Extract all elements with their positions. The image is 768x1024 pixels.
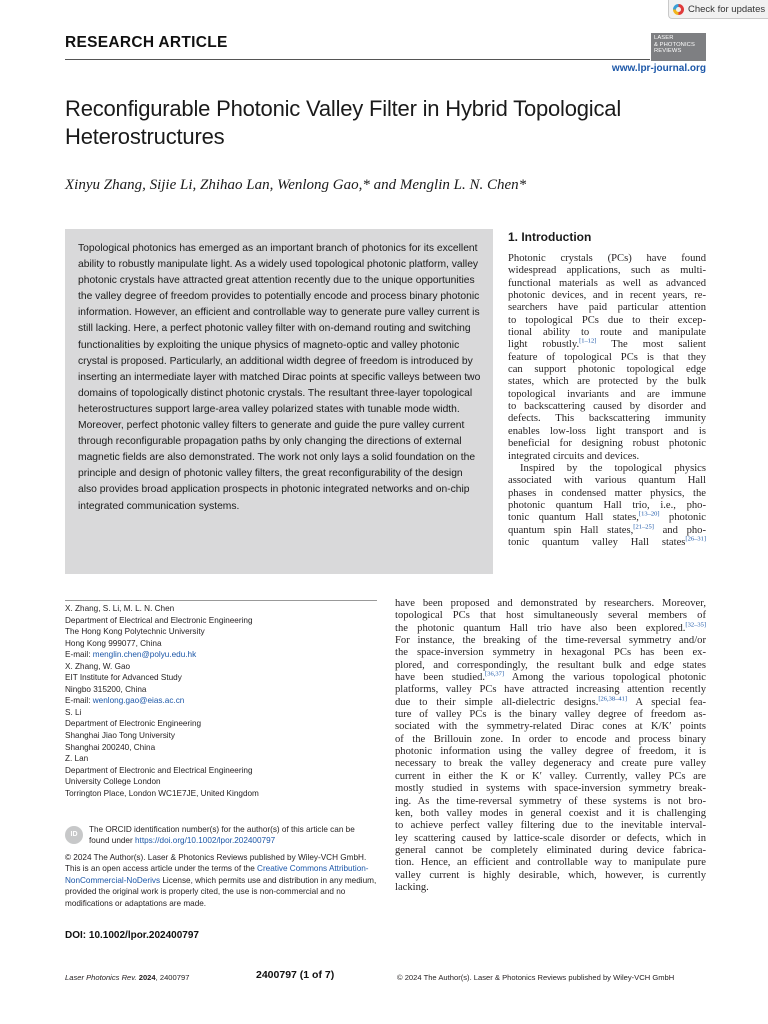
affiliation-line: Torrington Place, London WC1E7JE, United Kingdom [65, 788, 259, 798]
text-segment: to topological PCs due to their excep- [508, 314, 706, 326]
text-line [508, 265, 706, 277]
text-segment: feature of topological PCs is that they [508, 351, 706, 363]
text-segment: the space-inversion symmetry in hexagonal PCs has been ex- [395, 647, 706, 659]
abstract-text: Topological photonics has emerged as an important branch of photonics for its excellent ability to robustly manipulate light. As a widely used topological photonic platform, valley photonic crystals have attracted great attention recently due to the unique opportunities the valley degree of freedom provides to potentially encode and process binary photonic information. However, an efficient and controllable way to generate pure valley current is still lacking. Here, a perfect photonic valley filter with on-demand routing and switching functionalities by exploiting the unique physics of magneto-optic and valley photonic crystal is proposed. Particularly, an additional width degree of freedom is introduced by inserting an intermediate layer with matched Dirac points at specific valleys between two domains of topologically distinct photonic crystals. The resultant three-layer topological heterostructures support large-area valley polarized states with tunable mode width. Moreover, perfect photonic valley filters to generate and guide the pure valley current through reconfigurable propagation paths by only changing the directions of external magnetic fields are also demonstrated. The work not only lays a solid foundation on the principle and design of photonic valley filters, the great reconfigurability of the design also provides broad application prospects in photonic integrated networks and on-chip integrated communication systems. [78, 243, 481, 512]
text-line [508, 339, 706, 351]
affiliation-line: Department of Electrical and Electronic Engineering [65, 615, 253, 625]
email-link[interactable]: wenlong.gao@eias.ac.cn [92, 696, 185, 706]
text-segment: photonic [659, 512, 706, 524]
email-label: E-mail: [65, 696, 93, 706]
text-segment: current in either the K or K′ valley. Currently, valley PCs are [395, 770, 706, 782]
text-line [395, 833, 706, 845]
text-segment: and pho- [653, 524, 706, 536]
text-segment: topological invariants and are immune [508, 388, 706, 400]
introduction-column-text [508, 253, 706, 549]
check-for-updates-button[interactable] [668, 0, 768, 19]
text-line [508, 537, 706, 549]
text-line [508, 512, 706, 524]
crossmark-icon [673, 4, 684, 15]
footer-copyright: © 2024 The Author(s). Laser & Photonics Reviews published by Wiley-VCH GmbH [397, 973, 675, 982]
copyright-post: License, which permits use and distribution in any medium, provided the original work is properly cited, the use is non-commercial and no modifications or adaptations are made. [65, 875, 377, 908]
footer-page-number: 2400797 (1 of 7) [256, 969, 335, 981]
copyright-license [65, 852, 377, 909]
text-line [508, 413, 706, 425]
text-segment: have been studied. [395, 672, 486, 684]
text-line [508, 438, 706, 450]
affiliation-line: Z. Lan [65, 754, 89, 764]
affiliation-line: Hong Kong 999077, China [65, 638, 162, 648]
email-label: E-mail: [65, 650, 93, 660]
section-heading-introduction: 1. Introduction [508, 230, 592, 244]
text-segment: tonic quantum Hall states, [508, 512, 639, 524]
text-segment: general cannot be completely eliminated during device fabrica- [395, 844, 706, 856]
text-segment: Photonic crystals (PCs) have found [508, 253, 706, 264]
affiliation-email-line [65, 695, 377, 707]
text-segment: The most salient [596, 339, 706, 351]
affiliation-line: S. Li [65, 707, 82, 717]
text-line [395, 771, 706, 783]
text-line [508, 389, 706, 401]
text-line [508, 426, 706, 438]
text-segment: For instance, the breaking of the time-reversal symmetry and/or [395, 635, 706, 647]
text-line [508, 302, 706, 314]
text-line [395, 623, 706, 635]
affiliation-group [65, 603, 377, 661]
affiliation-line: EIT Institute for Advanced Study [65, 673, 182, 683]
text-segment: the photonic quantum Hall trio have also been explored. [395, 622, 686, 634]
text-segment: integrated circuits and devices. [508, 450, 640, 462]
text-segment: tonic quantum valley Hall states [508, 536, 686, 548]
text-line [395, 870, 706, 882]
affiliation-line: The Hong Kong Polytechnic University [65, 627, 205, 637]
text-line [508, 278, 706, 290]
affiliations [65, 603, 377, 799]
footer-journal-year: 2024 [138, 973, 156, 982]
text-segment: to achieve perfect valley filtering due to the inevitable interval- [395, 820, 706, 832]
text-segment: can support photonic topological edge [508, 364, 706, 376]
text-segment: topological PCs that host simultaneously several members of [395, 610, 706, 622]
text-line [395, 684, 706, 696]
text-line [395, 783, 706, 795]
text-line [395, 882, 706, 894]
text-segment: beneficial for designing robust photonic [508, 438, 706, 450]
affiliation-divider [65, 600, 377, 601]
text-segment: mostly studied in systems with space-inversion symmetry break- [395, 783, 706, 795]
text-line [395, 734, 706, 746]
text-line [395, 746, 706, 758]
footer-journal-name: Laser Photonics Rev. [65, 973, 139, 982]
text-segment: valley current is highly desirable, which, however, is currently [395, 869, 706, 881]
text-segment: widespread applications, such as multi- [508, 265, 706, 277]
citation-reference[interactable]: [26–31] [685, 535, 706, 543]
citation-reference[interactable]: [21–25] [633, 523, 654, 531]
check-for-updates-label: Check for updates [688, 3, 766, 15]
text-line [395, 820, 706, 832]
text-line [508, 315, 706, 327]
text-line [395, 672, 706, 684]
email-link[interactable]: menglin.chen@polyu.edu.hk [92, 650, 197, 660]
journal-logo [651, 33, 706, 61]
citation-reference[interactable]: [26,38–41] [598, 695, 628, 703]
text-segment: photonic devices, and in recent years, re- [508, 290, 706, 302]
text-line [508, 401, 706, 413]
text-line [508, 451, 706, 463]
text-line [508, 376, 706, 388]
citation-reference[interactable]: [36,37] [485, 670, 504, 678]
footer-journal-reference [65, 973, 189, 982]
text-segment: ley scattering caused by lattice-scale disorder or defects, which in [395, 832, 706, 844]
text-line [508, 352, 706, 364]
affiliation-group [65, 707, 377, 753]
affiliation-email-line [65, 649, 377, 661]
text-segment: enables low-loss light transport and is [508, 425, 706, 437]
text-line [395, 758, 706, 770]
text-line [395, 598, 706, 610]
text-segment: A special fea- [627, 696, 706, 708]
logo-line: LASER [654, 35, 674, 41]
text-segment: ing. As the time-reversal symmetry of these systems is not bro- [395, 795, 706, 807]
text-line [395, 796, 706, 808]
text-segment: Inspired by the topological physics [520, 462, 706, 474]
text-line [508, 253, 706, 265]
citation-reference[interactable]: [13–20] [638, 510, 660, 518]
introduction-wide-text [395, 598, 706, 894]
text-segment: lacking. [395, 881, 429, 893]
text-segment: tional ability to route and manipulate [508, 327, 706, 339]
text-segment: phases in condensed matter physics, the [508, 487, 706, 499]
logo-line: REVIEWS [654, 48, 682, 55]
text-segment: ture of valley PCs is the binary valley degree of freedom as- [395, 709, 706, 721]
affiliation-line: University College London [65, 777, 161, 787]
text-line [508, 290, 706, 302]
text-segment: necessary to break the valley degeneracy and create pure valley [395, 758, 706, 770]
article-type: RESEARCH ARTICLE [65, 34, 228, 51]
text-line [508, 475, 706, 487]
text-segment: to backscattering caused by disorder and [508, 401, 706, 413]
text-segment: photonic quantum Hall trio, i.e., pho- [508, 499, 706, 511]
citation-reference[interactable]: [1–12] [579, 337, 597, 345]
text-line [395, 845, 706, 857]
affiliation-line: X. Zhang, S. Li, M. L. N. Chen [65, 604, 175, 613]
author-list: Xinyu Zhang, Sijie Li, Zhihao Lan, Wenlong Gao,* and Menglin L. N. Chen* [65, 177, 527, 193]
copyright-pre: © 2024 The Author(s). Laser & Photonics Reviews published by Wiley-VCH GmbH. This is an open access article under the terms of the [65, 853, 367, 874]
text-segment: ken, both valley modes in general coexist and it is challenging [395, 807, 706, 819]
text-line [508, 364, 706, 376]
orcid-doi-link[interactable]: https://doi.org/10.1002/lpor.202400797 [134, 836, 276, 846]
text-line [395, 709, 706, 721]
text-line [508, 500, 706, 512]
affiliation-group [65, 661, 377, 707]
affiliation-line: Department of Electronic Engineering [65, 719, 202, 729]
orcid-text-body: The ORCID identification number(s) for the author(s) of this article can be found under [89, 825, 355, 846]
journal-url-link[interactable]: www.lpr-journal.org [611, 63, 706, 74]
text-line [395, 610, 706, 622]
text-segment: functional materials as well as advanced [508, 277, 706, 289]
affiliation-line: X. Zhang, W. Gao [65, 661, 131, 671]
text-segment: quantum spin Hall states, [508, 524, 634, 536]
header-divider [65, 59, 650, 60]
text-segment: of the Brillouin zone. In order to encode and process binary [395, 733, 706, 745]
text-line [508, 525, 706, 537]
text-line [508, 488, 706, 500]
text-segment: platforms, valley PCs have attracted increasing attention recently [395, 684, 706, 696]
affiliation-group [65, 753, 377, 799]
affiliation-line: Shanghai 200240, China [65, 742, 156, 752]
text-line [395, 808, 706, 820]
text-segment: defects. This backscattering immunity [508, 413, 706, 425]
orcid-text [89, 824, 377, 847]
text-segment: have been proposed and demonstrated by researchers. Moreover, [395, 598, 706, 609]
text-segment: tion. Hence, an efficient and controllable way to manipulate pure [395, 857, 706, 869]
text-line [395, 635, 706, 647]
paper-title: Reconfigurable Photonic Valley Filter in Hybrid Topological Heterostructures [65, 96, 622, 149]
abstract-box [65, 229, 493, 574]
text-line [508, 327, 706, 339]
affiliation-line: Ningbo 315200, China [65, 684, 147, 694]
text-segment: states, which are protected by the bulk [508, 376, 706, 388]
text-segment: due to their simple all-dielectric designs. [395, 696, 599, 708]
text-segment: sociated with the symmetry-related Dirac cones at K/K′ points [395, 721, 706, 733]
text-segment: Among the various topological photonic [504, 672, 706, 684]
text-line [395, 697, 706, 709]
text-segment: photonic information using the valley degree of freedom, it is [395, 746, 706, 758]
text-line [395, 647, 706, 659]
text-line [508, 463, 706, 475]
text-segment: light robustly. [508, 339, 580, 351]
text-segment: associated with various quantum Hall [508, 475, 706, 487]
affiliation-line: Department of Electronic and Electrical Engineering [65, 765, 253, 775]
orcid-note [65, 824, 377, 847]
text-line [395, 857, 706, 869]
footer-article-number: , 2400797 [155, 973, 190, 982]
text-line [395, 721, 706, 733]
citation-reference[interactable]: [32–35] [685, 621, 706, 629]
license-link[interactable]: Creative Commons Attribution-NonCommercial-NoDerivs [65, 864, 369, 885]
text-segment: plored, and correspondingly, the resultant bulk and edge states [395, 659, 706, 671]
orcid-icon: ID [65, 826, 83, 844]
text-line [395, 660, 706, 672]
logo-line: & PHOTONICS [654, 41, 695, 48]
affiliation-line: Shanghai Jiao Tong University [65, 731, 175, 741]
doi: DOI: 10.1002/lpor.202400797 [65, 930, 199, 941]
text-segment: searchers have paid particular attention [508, 302, 706, 314]
